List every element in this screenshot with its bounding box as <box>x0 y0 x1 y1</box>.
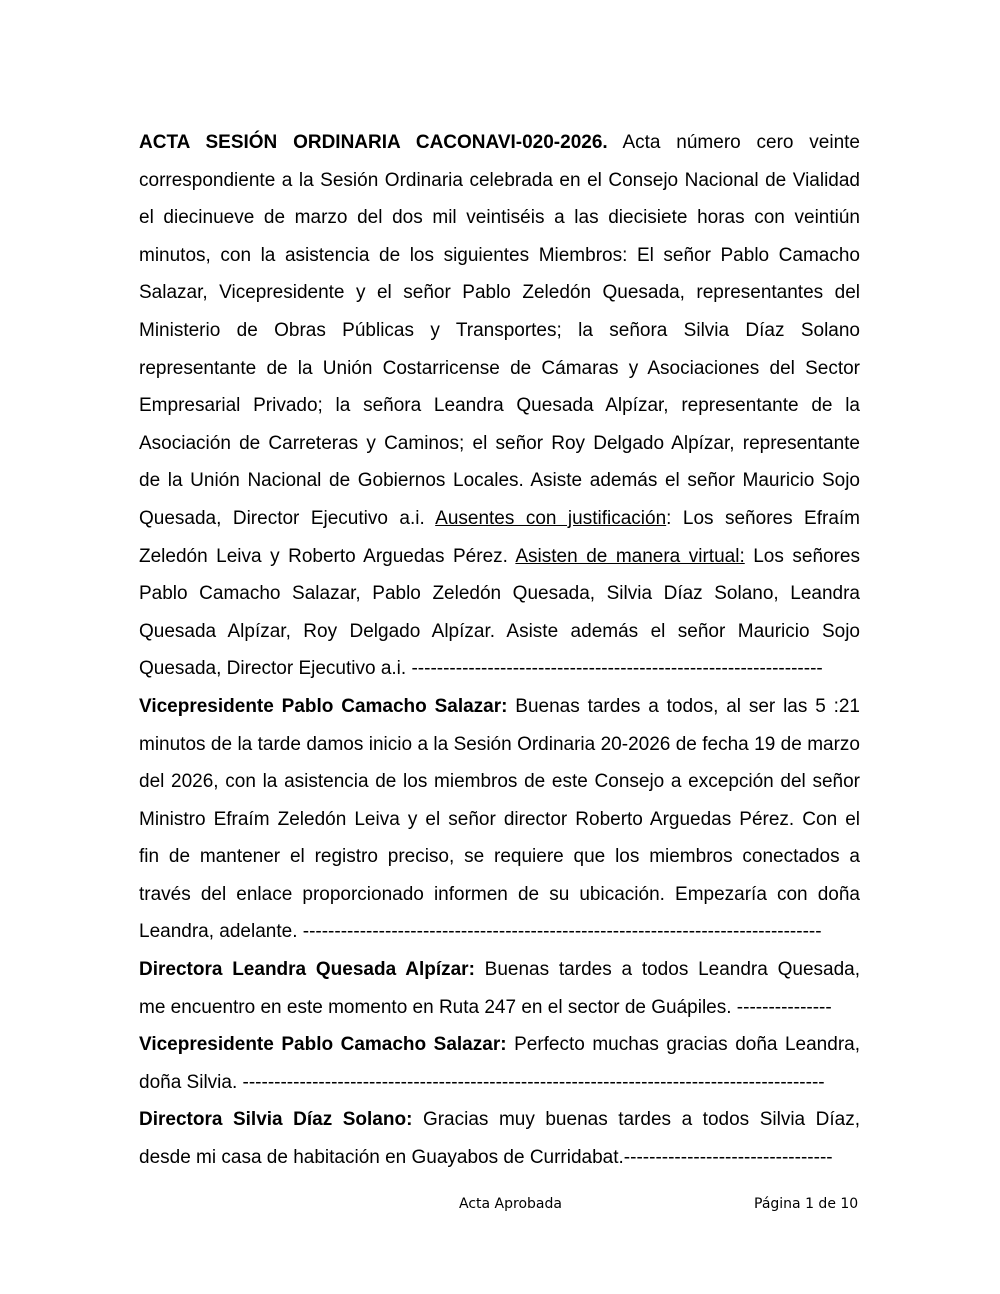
text-line <box>139 726 860 764</box>
text-run: minutos de la tarde damos inicio a la Sesión Ordinaria 20-2026 de fecha 19 de marzo <box>139 733 860 755</box>
text-line <box>139 913 860 951</box>
text-run: Empresarial Privado; la señora Leandra Quesada Alpízar, representante de la <box>139 395 860 417</box>
text-line <box>139 989 860 1027</box>
text-line <box>139 951 860 989</box>
text-run: Gracias muy buenas tardes a todos Silvia Díaz, <box>412 1109 860 1131</box>
speaker-label: Vicepresidente Pablo Camacho Salazar: <box>139 695 508 717</box>
text-run: Acta número cero veinte <box>607 132 860 153</box>
text-run: me encuentro en este momento en Ruta 247 en el sector de Guápiles. --------------- <box>139 996 832 1018</box>
underlined-heading: Ausentes con justificación <box>435 507 667 529</box>
text-run: doña Silvia. -------------------------------------------------------------------------------------------- <box>139 1071 825 1093</box>
underlined-heading: Asisten de manera virtual: <box>515 545 745 567</box>
text-run: del 2026, con la asistencia de los miembros de este Consejo a excepción del señor <box>139 771 860 793</box>
text-line <box>139 801 860 839</box>
text-run: Ministerio de Obras Públicas y Transportes; la señora Silvia Díaz Solano <box>139 319 860 341</box>
text-line <box>139 538 860 576</box>
text-line <box>139 124 860 162</box>
text-line <box>139 1026 860 1064</box>
text-run: correspondiente a la Sesión Ordinaria celebrada en el Consejo Nacional de Vialidad <box>139 169 860 191</box>
footer-status: Acta Aprobada <box>459 1196 562 1212</box>
text-line <box>139 350 860 388</box>
speaker-label: Vicepresidente Pablo Camacho Salazar: <box>139 1034 507 1056</box>
text-line <box>139 1139 860 1177</box>
text-run: minutos, con la asistencia de los siguientes Miembros: El señor Pablo Camacho <box>139 244 860 266</box>
text-line <box>139 162 860 200</box>
text-run: Ministro Efraím Zeledón Leiva y el señor director Roberto Arguedas Pérez. Con el <box>139 808 860 830</box>
text-line <box>139 462 860 500</box>
text-run: través del enlace proporcionado informen de su ubicación. Empezaría con doña <box>139 883 860 905</box>
text-line <box>139 1101 860 1139</box>
page-number: Página 1 de 10 <box>754 1196 859 1212</box>
speaker-label: Directora Leandra Quesada Alpízar: <box>139 959 475 981</box>
text-run: representante de la Unión Costarricense de Cámaras y Asociaciones del Sector <box>139 357 860 379</box>
text-run: el diecinueve de marzo del dos mil veintiséis a las diecisiete horas con veintiún <box>139 207 860 229</box>
speaker-label: Directora Silvia Díaz Solano: <box>139 1109 413 1131</box>
text-line <box>139 387 860 425</box>
text-line <box>139 199 860 237</box>
text-line <box>139 838 860 876</box>
text-line <box>139 876 860 914</box>
text-run: : Los señores Efraím <box>666 507 860 529</box>
text-line <box>139 237 860 275</box>
text-line <box>139 312 860 350</box>
text-run: Quesada Alpízar, Roy Delgado Alpízar. Asiste además el señor Mauricio Sojo <box>139 620 860 642</box>
minutes-body <box>139 124 860 1177</box>
text-run: Leandra, adelante. ---------------------------------------------------------------------------------- <box>139 921 822 943</box>
text-run: Los señores <box>744 545 860 567</box>
text-run: de la Unión Nacional de Gobiernos Locales. Asiste además el señor Mauricio Sojo <box>139 470 860 492</box>
text-line <box>139 1064 860 1102</box>
text-line <box>139 500 860 538</box>
speaker-label: ACTA SESIÓN ORDINARIA CACONAVI-020-2026. <box>139 132 608 153</box>
text-line <box>139 650 860 688</box>
text-run: desde mi casa de habitación en Guayabos de Curridabat.--------------------------------- <box>139 1147 833 1169</box>
text-line <box>139 763 860 801</box>
text-run: Buenas tardes a todos Leandra Quesada, <box>474 959 860 981</box>
text-run: Quesada, Director Ejecutivo a.i. ----------------------------------------------------------------- <box>139 658 823 680</box>
text-run: Buenas tardes a todos, al ser las 5 :21 <box>507 695 860 717</box>
text-line <box>139 274 860 312</box>
text-run: Perfecto muchas gracias doña Leandra, <box>506 1034 860 1056</box>
text-run: fin de mantener el registro preciso, se requiere que los miembros conectados a <box>139 846 860 868</box>
text-run: Asociación de Carreteras y Caminos; el señor Roy Delgado Alpízar, representante <box>139 432 860 454</box>
text-run: Quesada, Director Ejecutivo a.i. <box>139 507 436 529</box>
text-line <box>139 425 860 463</box>
text-run: Pablo Camacho Salazar, Pablo Zeledón Quesada, Silvia Díaz Solano, Leandra <box>139 583 860 605</box>
text-line <box>139 575 860 613</box>
text-line <box>139 688 860 726</box>
text-line <box>139 613 860 651</box>
text-run: Salazar, Vicepresidente y el señor Pablo Zeledón Quesada, representantes del <box>139 282 860 304</box>
text-run: Zeledón Leiva y Roberto Arguedas Pérez. <box>139 545 516 567</box>
